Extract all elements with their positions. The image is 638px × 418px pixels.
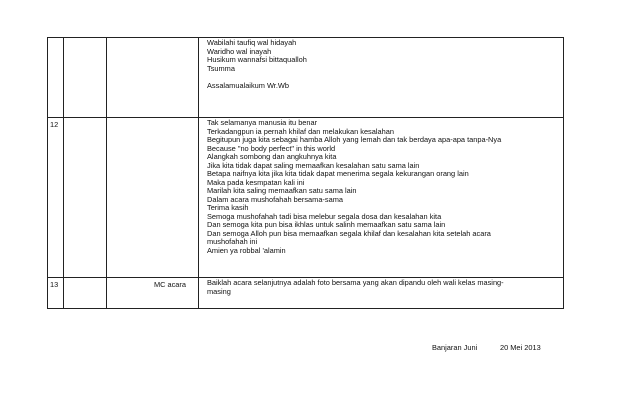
- row-role: [107, 118, 199, 278]
- text-line: Tsumma: [207, 63, 235, 73]
- row-number: 12: [48, 118, 64, 278]
- text-line: Marilah kita saling memaafkan satu sama lain: [207, 186, 357, 195]
- text-line: mushofahah ini: [207, 237, 258, 246]
- row-number: 13: [48, 278, 64, 309]
- row-text: [199, 278, 564, 309]
- text-line: masing: [207, 286, 231, 296]
- text-line: Because "no body perfect" in this world: [207, 143, 336, 153]
- text-line: Assalamualaikum Wr.Wb: [207, 80, 290, 90]
- text-line: Semoga mushofahah tadi bisa melebur segala dosa dan kesalahan kita: [207, 211, 442, 221]
- text-line: Begitupun juga kita sebagai hamba Alloh yang lemah dan tak berdaya apa-apa tanpa-Nya: [207, 135, 502, 144]
- text-line: Alangkah sombong dan angkuhnya kita: [207, 152, 337, 161]
- text-line: Baiklah acara selanjutnya adalah foto bersama yang akan dipandu oleh wali kelas masing-: [207, 278, 504, 287]
- text-line: Dan semoga Alloh pun bisa memaafkan segala khilaf dan kesalahan kita setelah acara: [207, 228, 491, 238]
- row-role: MC acara: [107, 278, 199, 309]
- footer-date: 20 Mei 2013: [500, 343, 541, 352]
- row-text: [199, 38, 564, 118]
- text-line: Amien ya robbal 'alamin: [207, 245, 286, 255]
- text-line: Dan semoga kita pun bisa ikhlas untuk salinh memaafkan satu sama lain: [207, 220, 446, 229]
- row-number: [48, 38, 64, 118]
- row-text: [199, 118, 564, 278]
- empty-cell: [64, 118, 107, 278]
- text-line: Betapa naifnya kita jika kita tidak dapat menerima segala kekurangan orang lain: [207, 169, 469, 178]
- row-role: [107, 38, 199, 118]
- table-row: [48, 118, 564, 278]
- text-line: Jika kita tidak dapat saling memaafkan kesalahan satu sama lain: [207, 160, 420, 170]
- text-line: Husikum wannafsi bittaqualloh: [207, 55, 307, 64]
- footer-place: Banjaran Juni: [432, 343, 478, 352]
- text-line: Maka pada kesmpatan kali ini: [207, 177, 305, 187]
- text-line: Terima kasih: [207, 203, 249, 212]
- text-line: Wabilahi taufiq wal hidayah: [207, 38, 297, 47]
- script-table: [47, 37, 564, 309]
- empty-cell: [64, 38, 107, 118]
- text-line: Dalam acara mushofahah bersama-sama: [207, 194, 343, 204]
- table-row: [48, 38, 564, 118]
- table-row: [48, 278, 564, 309]
- text-line: Tak selamanya manusia itu benar: [207, 118, 318, 127]
- text-line: Terkadangpun ia pernah khilaf dan melakukan kesalahan: [207, 126, 394, 136]
- empty-cell: [64, 278, 107, 309]
- text-line: Waridho wal inayah: [207, 46, 272, 56]
